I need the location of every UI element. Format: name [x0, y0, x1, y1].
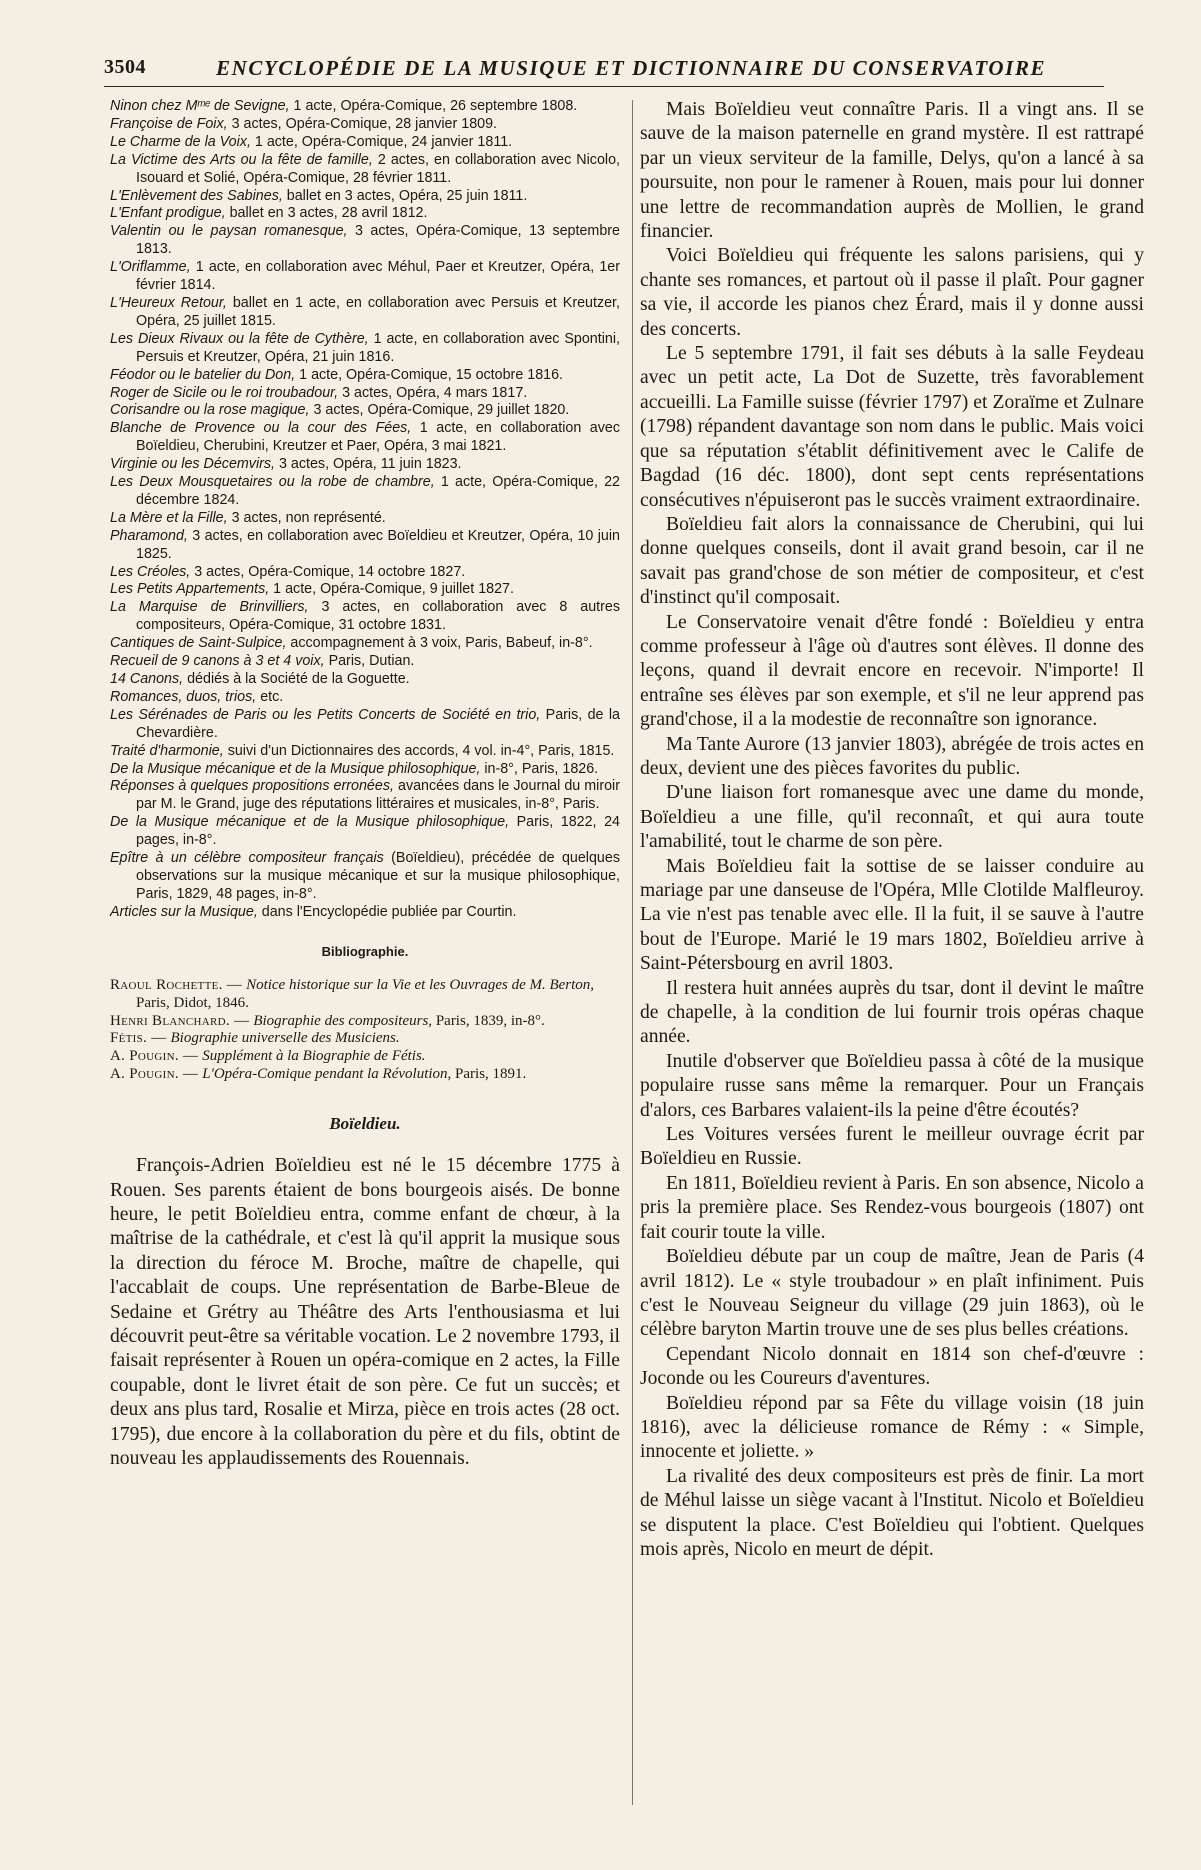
work-details: 3 actes, non représenté. — [227, 509, 386, 526]
work-title: Les Créoles, — [110, 563, 191, 580]
paragraph: D'une liaison fort romanesque avec une dame du monde, Boïeldieu a une fille, qu'il reconnaît, et qui aura toute l'amabilité, tout le charme de son père. — [640, 782, 1144, 853]
work-item — [110, 259, 620, 295]
bibliography-title: Biographie universelle des Musiciens. — [170, 1030, 400, 1047]
work-details: 2 actes, en collaboration avec Nicolo, Isouard et Solié, Opéra-Comique, 28 février 1811. — [136, 151, 620, 186]
work-title: Pharamond, — [110, 527, 188, 544]
bibliography-item — [110, 1066, 620, 1084]
work-title: Les Deux Mousquetaires ou la robe de chambre, — [110, 474, 435, 491]
bibliography-author: A. Pougin. — — [110, 1066, 203, 1083]
bibliography-item — [110, 1030, 620, 1048]
column-divider — [632, 100, 633, 1805]
work-item — [110, 635, 620, 653]
left-body-text — [110, 1154, 620, 1471]
work-details: 3 actes, Opéra, 4 mars 1817. — [338, 384, 528, 401]
work-title: Les Dieux Rivaux ou la fête de Cythère, — [110, 330, 369, 347]
work-title: La Victime des Arts ou la fête de famille, — [110, 151, 373, 168]
work-details: 1 acte, en collaboration avec Méhul, Paer et Kreutzer, Opéra, 1er février 1814. — [136, 259, 620, 294]
work-details: 3 actes, Opéra-Comique, 14 octobre 1827. — [190, 563, 466, 580]
work-title: Articles sur la Musique, — [110, 903, 258, 920]
paragraph: Il restera huit années auprès du tsar, dont il devint le maître de chapelle, à la condition de lui fournir trois opéras chaque année. — [640, 977, 1144, 1048]
work-details: 1 acte, Opéra-Comique, 24 janvier 1811. — [250, 133, 513, 150]
work-title: Le Charme de la Voix, — [110, 133, 251, 150]
work-details: (Boïeldieu), précédée de quelques observations sur la musique mécanique et sur la musique philosophique, Paris, 1829, 48 pages, in-8°. — [136, 850, 620, 902]
work-details: 3 actes, Opéra-Comique, 13 septembre 1813. — [136, 223, 620, 258]
work-item — [110, 599, 620, 635]
paragraph: La rivalité des deux compositeurs est près de finir. La mort de Méhul laisse un siège vacant à l'Institut. Nicolo et Boïeldieu se disputent la place. C'est Boïeldieu qui l'obtient. Quelques mois après, Nicolo en meurt de dépit. — [640, 1465, 1144, 1560]
work-details: ballet en 1 acte, en collaboration avec Persuis et Kreutzer, Opéra, 25 juillet 1815. — [136, 294, 621, 329]
bibliography-item — [110, 1013, 620, 1031]
work-details: 1 acte, Opéra-Comique, 26 septembre 1808. — [289, 98, 578, 114]
work-details: accompagnement à 3 voix, Paris, Babeuf, in-8°. — [286, 635, 593, 652]
work-title: Virginie ou les Décemvirs, — [110, 456, 276, 473]
work-title: Françoise de Foix, — [110, 115, 228, 132]
work-item — [110, 528, 620, 564]
work-title: Les Sérénades de Paris ou les Petits Concerts de Société en trio, — [110, 706, 541, 723]
bibliography-title: L'Opéra-Comique pendant la Révolution, — [202, 1066, 452, 1083]
work-item — [110, 367, 620, 385]
work-title: L'Enfant prodigue, — [110, 205, 226, 222]
work-item — [110, 223, 620, 259]
work-item — [110, 474, 620, 510]
bibliography-title: Notice historique sur la Vie et les Ouvrages de M. Berton, — [246, 976, 595, 993]
work-item — [110, 689, 620, 707]
paragraph: Le Conservatoire venait d'être fondé : Boïeldieu y entra comme professeur à l'âge où d'autres sont élèves. Il donne des leçons, quand il devrait encore en recevoir. N'importe! Il entraîne ses élèves par son exemple, et s'il ne leur apprend pas grand'chose, il a la modestie de reconnaître son ignorance. — [640, 611, 1144, 731]
right-column — [640, 98, 1144, 1562]
bibliography-author: Fétis. — — [110, 1030, 171, 1047]
bibliography-title: Supplément à la Biographie de Fétis. — [202, 1048, 426, 1065]
work-item — [110, 98, 620, 116]
section-title: Boïeldieu. — [329, 1114, 401, 1134]
bibliography-list — [110, 977, 620, 1084]
paragraph: François-Adrien Boïeldieu est né le 15 décembre 1775 à Rouen. Ses parents étaient de bons bourgeois aisés. De bonne heure, le petit Boïeldieu entra, comme enfant de chœur, à la maîtrise de la cathédrale, et c'est là qu'il apprit la musique sous la direction du féroce M. Broche, maître de chapelle, qui l'accablait de coups. Une représentation de Barbe-Bleue de Sedaine et Grétry au Théâtre des Arts l'enthousiasma et lui découvrit peut-être sa véritable vocation. Le 2 novembre 1793, il faisait représenter à Rouen un opéra-comique en 2 actes, la Fille coupable, dont le livret était de son père. Ce fut un succès; et deux ans plus tard, Rosalie et Mirza, pièce en trois actes (28 oct. 1795), due encore à la collaboration du père et du fils, obtint de nouveau les applaudissements des Rouennais. — [110, 1155, 620, 1469]
paragraph: Ma Tante Aurore (13 janvier 1803), abrégée de trois actes en deux, devient une des pièces favorites du public. — [640, 733, 1144, 779]
work-title: La Marquise de Brinvilliers, — [110, 599, 309, 616]
work-title: De la Musique mécanique et de la Musique philosophique, — [110, 760, 481, 777]
paragraph: Boïeldieu fait alors la connaissance de Cherubini, qui lui donne quelques conseils, dont il avait grand besoin, car il ne savait pas grand'chose de son métier de compositeur, et c'est d'instinct qu'il composait. — [640, 513, 1144, 609]
work-title: Blanche de Provence ou la cour des Fées, — [110, 420, 412, 437]
works-list — [110, 98, 620, 922]
bibliography-author: Henri Blanchard. — — [110, 1012, 254, 1029]
work-details: 1 acte, en collaboration avec Spontini, Persuis et Kreutzer, Opéra, 21 juin 1816. — [136, 330, 621, 365]
work-title: 14 Canons, — [110, 671, 184, 687]
work-details: 1 acte, Opéra-Comique, 9 juillet 1827. — [269, 581, 514, 598]
work-item — [110, 850, 620, 904]
work-item — [110, 510, 620, 528]
work-details: suivi d'un Dictionnaires des accords, 4 vol. in-4°, Paris, 1815. — [223, 742, 615, 759]
work-title: Les Petits Appartements, — [110, 581, 270, 598]
work-item — [110, 904, 620, 922]
page-header — [104, 50, 1104, 87]
right-body-text — [640, 98, 1144, 1562]
paragraph: Boïeldieu débute par un coup de maître, Jean de Paris (4 avril 1812). Le « style troubadour » en plaît infiniment. Puis c'est le Nouveau Seigneur du village (29 juin 1863), où le célèbre baryton Martin trouve une de ses plus belles créations. — [640, 1246, 1144, 1341]
work-item — [110, 581, 620, 599]
paragraph: Boïeldieu répond par sa Fête du village voisin (18 juin 1816), avec la délicieuse romance de Rémy : « Simple, innocente et joliette. » — [640, 1392, 1144, 1463]
work-title: Féodor ou le batelier du Don, — [110, 366, 296, 383]
work-item — [110, 653, 620, 671]
work-title: Ninon chez Mᵐᵉ de Sevigne, — [110, 98, 290, 114]
work-title: Roger de Sicile ou le roi troubadour, — [110, 384, 339, 401]
work-item — [110, 152, 620, 188]
work-title: Epître à un célèbre compositeur français — [110, 850, 384, 867]
work-item — [110, 671, 620, 689]
work-item — [110, 564, 620, 582]
bibliography-details: Paris, 1891. — [451, 1066, 527, 1083]
work-title: Traité d'harmonie, — [110, 742, 224, 759]
work-item — [110, 295, 620, 331]
work-title: Romances, duos, trios, — [110, 688, 257, 705]
work-title: Corisandre ou la rose magique, — [110, 402, 310, 419]
work-title: L'Enlèvement des Sabines, — [110, 187, 283, 204]
bibliography-author: A. Pougin. — — [110, 1048, 203, 1065]
work-title: Recueil de 9 canons à 3 et 4 voix, — [110, 653, 325, 670]
bibliography-details: Paris, 1839, in-8°. — [432, 1012, 545, 1029]
work-details: dédiés à la Société de la Goguette. — [183, 671, 410, 687]
work-item — [110, 385, 620, 403]
work-title: Cantiques de Saint-Sulpice, — [110, 635, 287, 652]
work-details: 3 actes, Opéra-Comique, 29 juillet 1820. — [309, 402, 570, 419]
work-item — [110, 188, 620, 206]
paragraph: Le 5 septembre 1791, il fait ses débuts à la salle Feydeau avec un petit acte, La Dot de Suzette, très favorablement accueilli. La Famille suisse (février 1797) et Zoraïme et Zulnare (1798) répandent davantage son nom dans le public. Mais voici que sa réputation s'établit définitivement avec le Calife de Bagdad (16 déc. 1800), dont sept cents représentations consécutives n'épuiseront pas le succès vraiment extraordinaire. — [640, 343, 1144, 511]
work-details: etc. — [256, 688, 284, 705]
bibliography-item — [110, 1048, 620, 1066]
work-item — [110, 331, 620, 367]
work-title: L'Heureux Retour, — [110, 294, 227, 311]
work-item — [110, 761, 620, 779]
running-title: ENCYCLOPÉDIE DE LA MUSIQUE ET DICTIONNAIRE DU CONSERVATOIRE — [216, 56, 1047, 80]
paragraph: En 1811, Boïeldieu revient à Paris. En son absence, Nicolo a pris la première place. Ses Rendez-vous bourgeois (1807) ont fait courir toute la ville. — [640, 1172, 1144, 1243]
work-item — [110, 707, 620, 743]
work-item — [110, 116, 620, 134]
work-details: 1 acte, en collaboration avec Boïeldieu, Cherubini, Kreutzer et Paer, Opéra, 3 mai 1821. — [136, 420, 621, 455]
bibliography-item — [110, 977, 620, 1013]
work-item — [110, 402, 620, 420]
work-item — [110, 778, 620, 814]
paragraph: Les Voitures versées furent le meilleur ouvrage écrit par Boïeldieu en Russie. — [640, 1124, 1144, 1170]
work-details: ballet en 3 actes, Opéra, 25 juin 1811. — [282, 187, 528, 204]
work-title: L'Oriflamme, — [110, 259, 191, 276]
left-column — [110, 98, 620, 1471]
work-title: De la Musique mécanique et de la Musique philosophique, — [110, 814, 510, 831]
work-details: 1 acte, Opéra-Comique, 15 octobre 1816. — [295, 366, 564, 383]
work-item — [110, 743, 620, 761]
work-details: Paris, de la Chevardière. — [136, 706, 621, 741]
work-details: in-8°, Paris, 1826. — [480, 760, 599, 777]
work-title: La Mère et la Fille, — [110, 509, 228, 526]
paragraph: Cependant Nicolo donnait en 1814 son chef-d'œuvre : Joconde ou les Coureurs d'aventures. — [640, 1343, 1144, 1390]
work-item — [110, 814, 620, 850]
work-item — [110, 456, 620, 474]
work-details: Paris, 1822, 24 pages, in-8°. — [136, 814, 620, 849]
work-item — [110, 134, 620, 152]
work-details: Paris, Dutian. — [324, 653, 415, 670]
work-details: 3 actes, Opéra, 11 juin 1823. — [275, 456, 462, 473]
bibliography-heading: Bibliographie. — [321, 943, 409, 959]
work-title: Valentin ou le paysan romanesque, — [110, 223, 348, 240]
work-details: ballet en 3 actes, 28 avril 1812. — [225, 205, 428, 222]
work-details: dans l'Encyclopédie publiée par Courtin. — [257, 903, 517, 920]
work-details: 3 actes, en collaboration avec 8 autres compositeurs, Opéra-Comique, 31 octobre 1831. — [136, 599, 620, 634]
paragraph: Mais Boïeldieu veut connaître Paris. Il a vingt ans. Il se sauve de la maison paternelle en grand mystère. Il est rattrapé par un vieux serviteur de la famille, Delys, qu'on a lancé à sa poursuite, non pour le ramener à Rouen, mais pour lui donner une lettre de recommandation auprès de Mollien, le grand financier. — [640, 99, 1144, 243]
paragraph: Inutile d'observer que Boïeldieu passa à côté de la musique populaire russe sans même la remarquer. Pour un Français d'alors, ces Barbares valaient-ils la peine d'être écoutés? — [640, 1050, 1144, 1121]
bibliography-title: Biographie des compositeurs, — [253, 1012, 433, 1029]
work-title: Réponses à quelques propositions erronées, — [110, 778, 394, 795]
paragraph: Voici Boïeldieu qui fréquente les salons parisiens, qui y chante ses romances, et partout où il passe il plaît. Pour gagner sa vie, il accorde les pianos chez Érard, mais il y donne aussi des concerts. — [640, 245, 1144, 340]
paragraph: Mais Boïeldieu fait la sottise de se laisser conduire au mariage par une danseuse de l'Opéra, Mlle Clotilde Malfleuroy. La vie n'est pas tenable avec elle. Il la fuit, il se sauve à l'autre bout de l'Europe. Marié le 19 mars 1802, Boïeldieu arrive à Saint-Pétersbourg en avril 1803. — [640, 855, 1144, 975]
work-details: 3 actes, Opéra-Comique, 28 janvier 1809. — [227, 115, 498, 132]
page-number: 3504 — [104, 56, 146, 78]
bibliography-details: Paris, Didot, 1846. — [136, 994, 249, 1011]
work-item — [110, 420, 620, 456]
work-details: 1 acte, Opéra-Comique, 22 décembre 1824. — [136, 474, 621, 508]
bibliography-author: Raoul Rochette. — — [110, 976, 247, 993]
work-item — [110, 205, 620, 223]
work-details: avancées dans le Journal du miroir par M. le Grand, juge des réputations littéraires et musicales, in-8°, Paris. — [136, 778, 620, 813]
work-details: 3 actes, en collaboration avec Boïeldieu et Kreutzer, Opéra, 10 juin 1825. — [136, 527, 620, 562]
